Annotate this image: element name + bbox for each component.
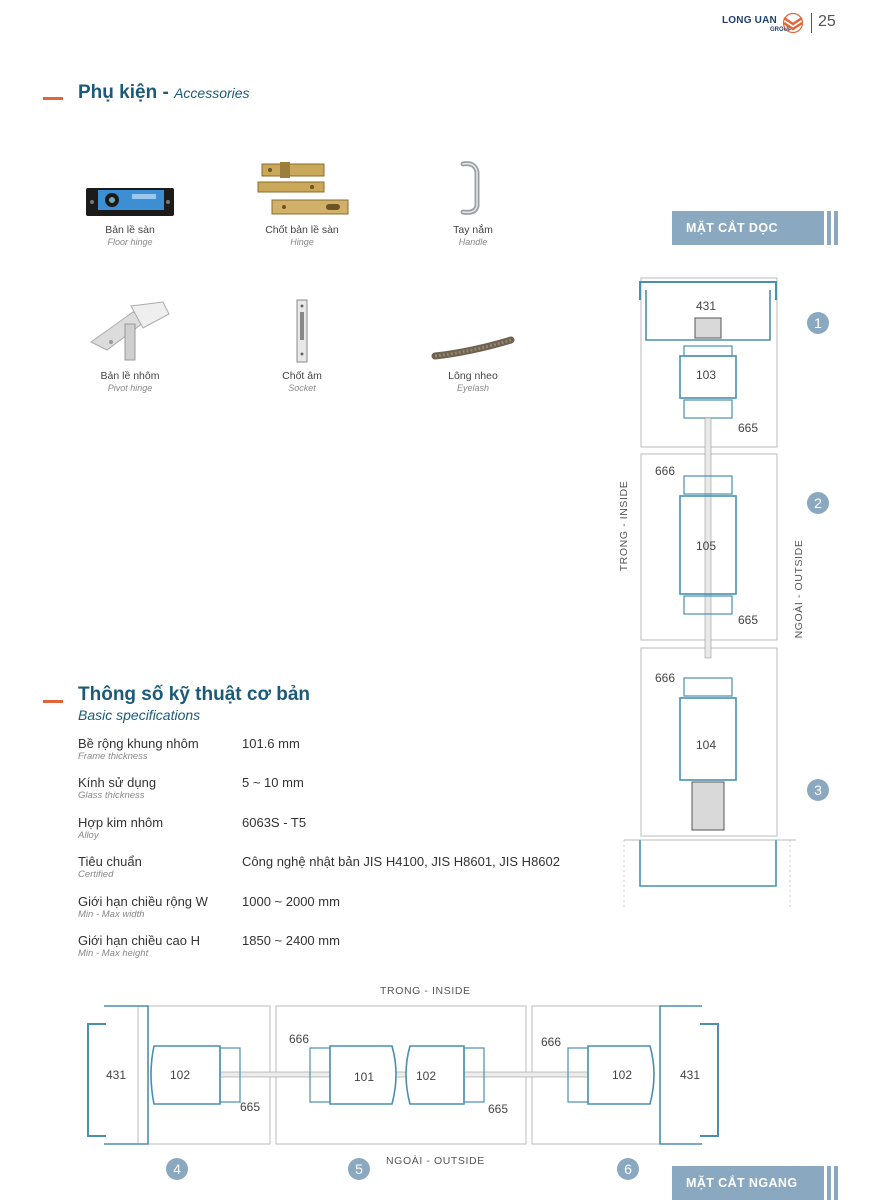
accessory-label-en: Pivot hinge <box>107 383 153 393</box>
accessory-floor-hinge <box>70 152 190 247</box>
page-number: 25 <box>818 13 836 30</box>
spec-row-alloy <box>78 815 578 851</box>
spec-value: Công nghệ nhật bản JIS H4100, JIS H8601, JIS H8602 <box>242 854 560 869</box>
accessory-label-en: Hinge <box>290 237 314 247</box>
accessory-pivot-hinge <box>70 298 190 393</box>
accessory-label-vn: Chốt bản lề sàn <box>265 224 339 236</box>
hs-code-431-right: 431 <box>680 1068 701 1082</box>
accessories-title <box>78 82 250 104</box>
spec-label: Tiêu chuẩn <box>78 854 142 869</box>
vs-code-666-a: 666 <box>655 464 676 478</box>
spec-value: 1000 ~ 2000 mm <box>242 894 340 909</box>
spec-value: 6063S - T5 <box>242 815 307 830</box>
horizontal-inside-label: TRONG - INSIDE <box>380 985 471 997</box>
horizontal-section-drawing <box>80 1000 730 1150</box>
vertical-section-banner <box>672 211 838 245</box>
horizontal-section-banner-label: MẶT CẮT NGANG <box>686 1176 798 1190</box>
spec-label-en: Min - Max width <box>78 909 145 920</box>
spec-label: Giới hạn chiều cao H <box>78 933 200 948</box>
vertical-section-drawing <box>600 270 800 910</box>
spec-row-glass-thickness <box>78 775 578 811</box>
vs-code-665-a: 665 <box>738 421 759 435</box>
vs-code-666-b: 666 <box>655 671 676 685</box>
hs-code-665-left: 665 <box>240 1100 261 1114</box>
brand-logo <box>722 12 804 34</box>
accessory-label-en: Floor hinge <box>107 237 153 247</box>
vertical-section-banner-label: MẶT CẮT DỌC <box>686 221 778 235</box>
page-number-divider <box>811 13 812 33</box>
spec-row-width <box>78 894 578 930</box>
hs-code-102-mid: 102 <box>416 1069 437 1083</box>
spec-row-certified <box>78 854 578 890</box>
spec-row-frame-thickness <box>78 736 578 772</box>
hs-code-102-right: 102 <box>612 1068 633 1082</box>
accessories-title-en: Accessories <box>174 85 250 101</box>
accessory-label-vn: Chốt âm <box>282 370 322 382</box>
banner-bars-icon <box>820 1166 838 1200</box>
handle-icon <box>453 158 493 218</box>
brand-mark-icon <box>782 12 804 34</box>
spec-row-height <box>78 933 578 969</box>
spec-label: Hợp kim nhôm <box>78 815 164 830</box>
hs-code-666-right: 666 <box>541 1035 562 1049</box>
floor-hinge-icon <box>84 184 176 218</box>
vs-code-431: 431 <box>696 299 717 313</box>
spec-value: 1850 ~ 2400 mm <box>242 933 340 948</box>
spec-value: 5 ~ 10 mm <box>242 775 304 790</box>
spec-value: 101.6 mm <box>242 736 300 751</box>
section-marker-4: 4 <box>166 1158 188 1180</box>
brand-name: LONG UAN <box>722 15 777 26</box>
eyelash-icon <box>431 334 515 364</box>
accessory-label-vn: Bản lề sàn <box>105 224 155 236</box>
section-marker-6: 6 <box>617 1158 639 1180</box>
accessory-label-en: Eyelash <box>456 383 490 393</box>
banner-bars-icon <box>820 211 838 245</box>
hs-code-666-mid: 666 <box>289 1032 310 1046</box>
spec-label: Kính sử dụng <box>78 775 157 790</box>
hinge-pin-icon <box>254 160 350 218</box>
accessory-socket <box>242 298 362 393</box>
spec-label-en: Glass thickness <box>78 790 145 801</box>
brand-sub: GROUP <box>770 27 793 33</box>
specs-subtitle: Basic specifications <box>78 707 201 723</box>
spec-label-en: Min - Max height <box>78 948 149 959</box>
vs-code-104: 104 <box>696 738 717 752</box>
spec-label: Bề rộng khung nhôm <box>78 736 199 751</box>
spec-label-en: Frame thickness <box>78 751 148 762</box>
section-marker-2: 2 <box>807 492 829 514</box>
accessory-hinge <box>242 152 362 247</box>
section-marker-5: 5 <box>348 1158 370 1180</box>
accessory-label-en: Handle <box>458 237 488 247</box>
accessory-label-vn: Bản lề nhôm <box>100 370 160 382</box>
horizontal-outside-label: NGOÀI - OUTSIDE <box>386 1155 485 1167</box>
section-marker-3: 3 <box>807 779 829 801</box>
accessory-eyelash <box>413 298 533 393</box>
pivot-hinge-icon <box>85 298 175 364</box>
hs-code-431-left: 431 <box>106 1068 127 1082</box>
hs-code-102-left: 102 <box>170 1068 191 1082</box>
vs-code-103: 103 <box>696 368 717 382</box>
hs-code-665-mid: 665 <box>488 1102 509 1116</box>
spec-label-en: Alloy <box>78 830 99 841</box>
spec-label-en: Certified <box>78 869 114 880</box>
vs-code-665-b: 665 <box>738 613 759 627</box>
vs-code-105: 105 <box>696 539 717 553</box>
socket-icon <box>292 298 312 364</box>
accessories-title-vn: Phụ kiện - <box>78 82 169 103</box>
vertical-inside-label: TRONG - INSIDE <box>618 480 630 572</box>
accessory-label-en: Socket <box>288 383 316 393</box>
accessory-handle <box>413 152 533 247</box>
section-marker-1: 1 <box>807 312 829 334</box>
vertical-outside-label: NGOÀI - OUTSIDE <box>793 539 805 639</box>
specs-accent-dash <box>43 700 63 703</box>
accessory-label-vn: Tay nắm <box>453 224 493 236</box>
specs-title: Thông số kỹ thuật cơ bản <box>78 684 311 705</box>
accessories-accent-dash <box>43 97 63 100</box>
spec-label: Giới hạn chiều rộng W <box>78 894 208 909</box>
horizontal-section-banner <box>672 1166 838 1200</box>
accessory-label-vn: Lông nheo <box>448 370 498 382</box>
hs-code-101: 101 <box>354 1070 375 1084</box>
